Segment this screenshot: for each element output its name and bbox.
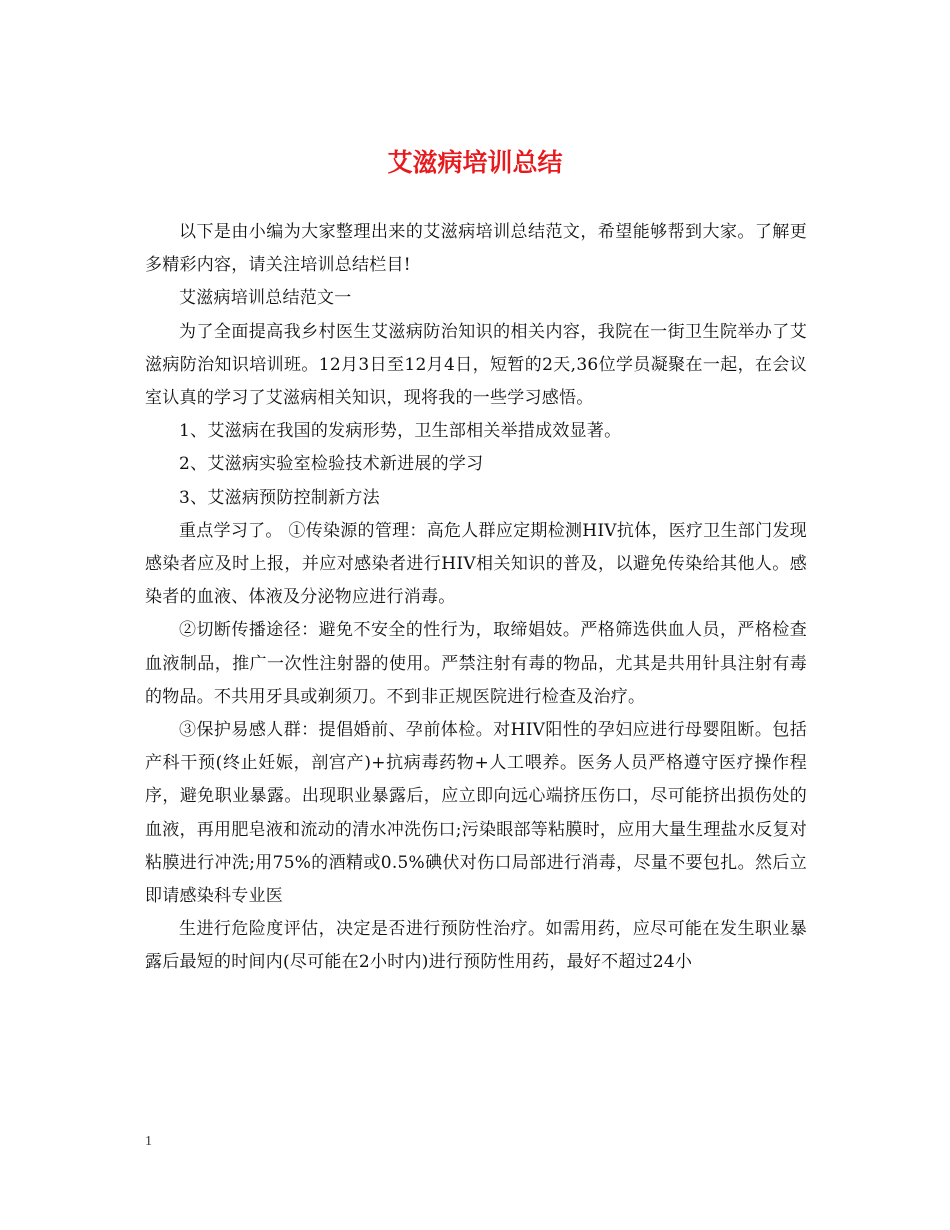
- paragraph-protection: ③保护易感人群：提倡婚前、孕前体检。对HIV阳性的孕妇应进行母婴阻断。包括产科干预(终止妊娠，剖宫产)+抗病毒药物+人工喂养。医务人员严格遵守医疗操作程序，避免职业暴露。出现职业暴露后，应立即向远心端挤压伤口，尽可能挤出损伤处的血液，再用肥皂液和流动的清水冲洗伤口;污染眼部等粘膜时，应用大量生理盐水反复对粘膜进行冲洗;用75%的酒精或0.5%碘伏对伤口局部进行消毒，尽量不要包扎。然后立即请感染科专业医: [145, 720, 807, 907]
- paragraph-risk-assessment: 生进行危险度评估，决定是否进行预防性治疗。如需用药，应尽可能在发生职业暴露后最短的时间内(尽可能在2小时内)进行预防性用药，最好不超过24小: [145, 919, 807, 973]
- list-item-3: 3、艾滋病预防控制新方法: [179, 487, 380, 508]
- paragraph-transmission: ②切断传播途径：避免不安全的性行为，取缔娼妓。严格筛选供血人员，严格检查血液制品，推广一次性注射器的使用。严禁注射有毒的物品，尤其是共用针具注射有毒的物品。不共用牙具或剃须刀。不到非正规医院进行检查及治疗。: [145, 620, 807, 707]
- paragraph-training-overview: 为了全面提高我乡村医生艾滋病防治知识的相关内容，我院在一街卫生院举办了艾滋病防治知识培训班。12月3日至12月4日，短暂的2天,36位学员凝聚在一起，在会议室认真的学习了艾滋病相关知识，现将我的一些学习感悟。: [145, 321, 807, 409]
- document-title: 艾滋病培训总结: [387, 148, 563, 177]
- paragraph-section-heading: 艾滋病培训总结范文一: [179, 288, 352, 309]
- paragraph-infection-source: 重点学习了。 ①传染源的管理：高危人群应定期检测HIV抗体，医疗卫生部门发现感染者应及时上报，并应对感染者进行HIV相关知识的普及，以避免传染给其他人。感染者的血液、体液及分泌物应进行消毒。: [145, 520, 807, 608]
- list-item-1: 1、艾滋病在我国的发病形势，卫生部相关举措成效显著。: [179, 421, 622, 442]
- paragraph-intro: 以下是由小编为大家整理出来的艾滋病培训总结范文，希望能够帮到大家。了解更多精彩内容，请关注培训总结栏目!: [145, 222, 807, 276]
- list-item-2: 2、艾滋病实验室检验技术新进展的学习: [179, 454, 484, 475]
- document-body: [145, 216, 807, 980]
- page-number: 1: [145, 1134, 152, 1149]
